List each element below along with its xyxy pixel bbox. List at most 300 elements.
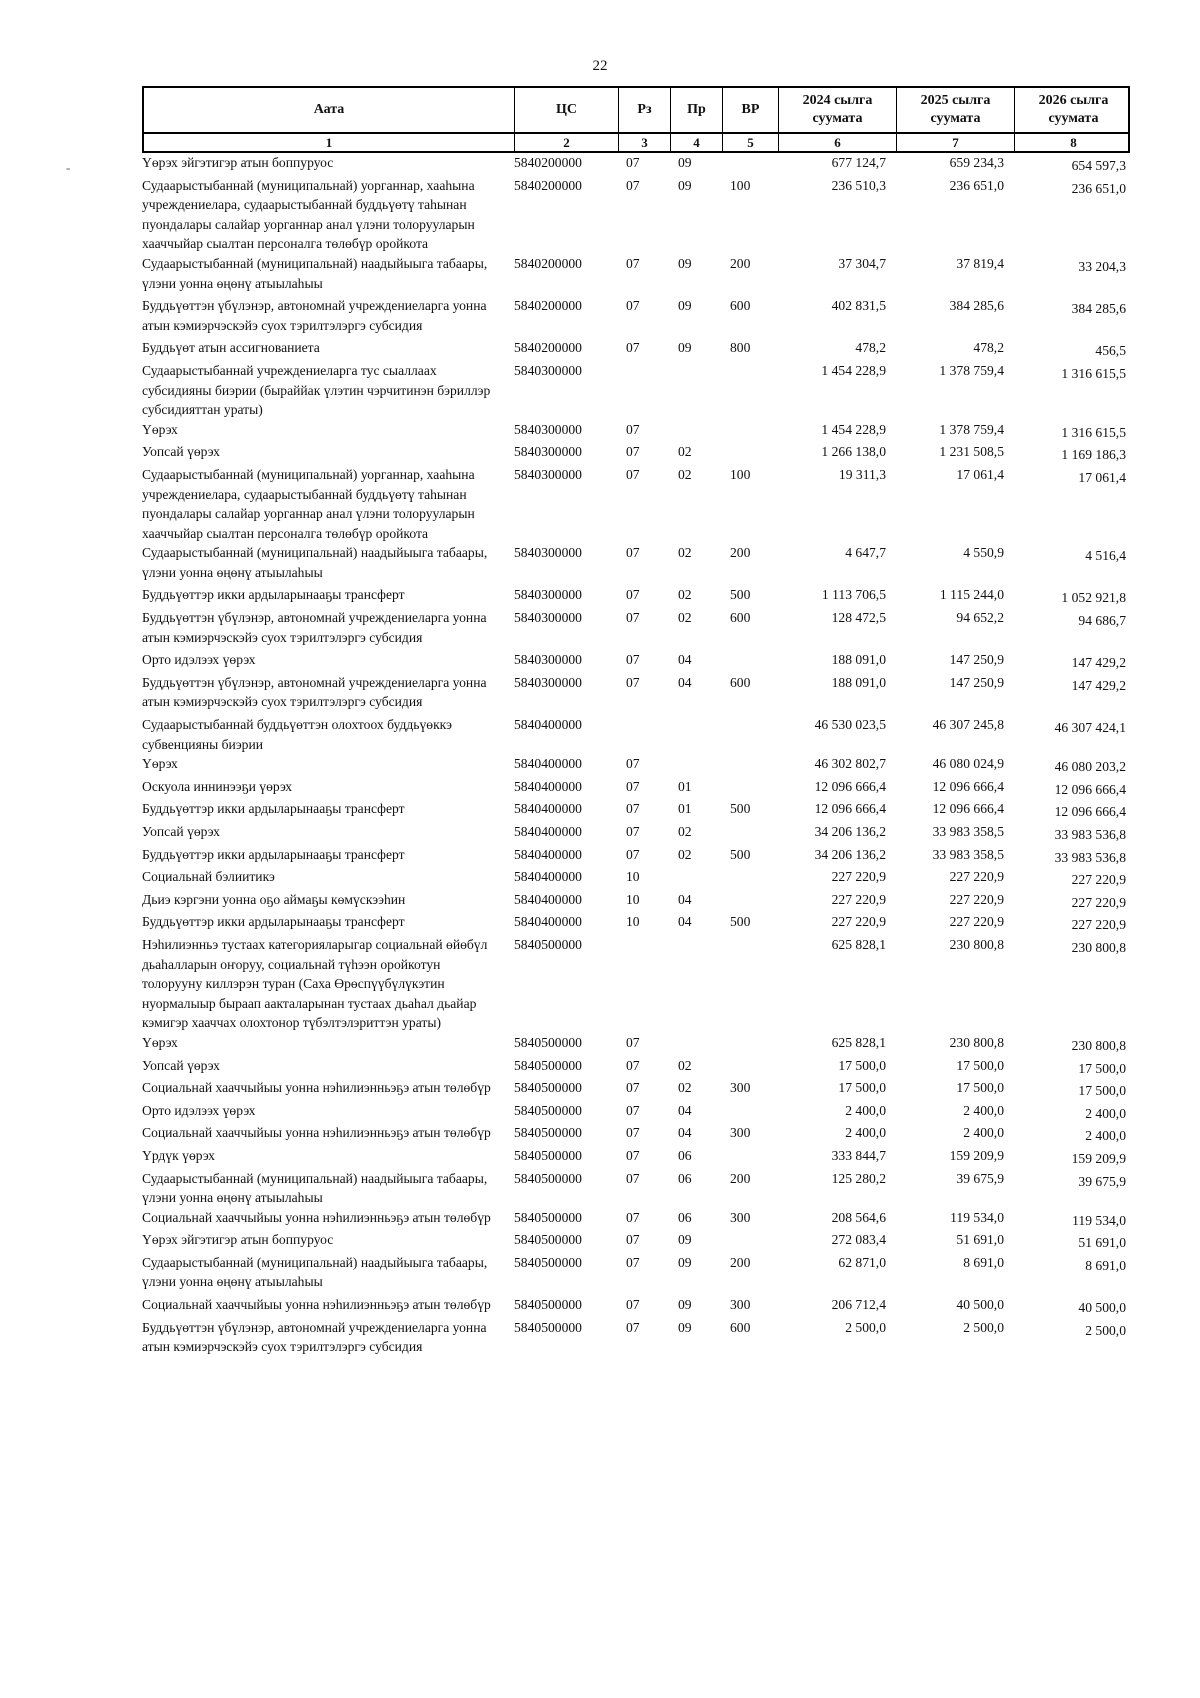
row-2026: 33 983 536,8 — [1054, 849, 1126, 865]
row-rz: 07 — [626, 778, 640, 794]
row-vr — [720, 650, 776, 673]
row-2025: 12 096 666,4 — [932, 801, 1004, 817]
row-name: Социальнай хааччыйыы уонна нэһилиэнньэҕэ атын төлөбүр — [142, 1209, 491, 1225]
row-cs: 5840500000 — [514, 936, 582, 952]
row-2026: 456,5 — [1095, 343, 1126, 359]
row-rz: 07 — [626, 1147, 640, 1163]
row-cs: 5840500000 — [514, 1209, 582, 1225]
row-pr: 02 — [678, 846, 692, 862]
table-row — [142, 153, 1130, 176]
row-name: Судаарыстыбаннай учреждениеларга тус сыаллаах субсидияны биэрии (быраййак үлэтин чэрчитинэн бэриллэр субсидияттан ураты) — [142, 362, 491, 418]
row-name: Буддьүөттэр икки ардыларынааҕы трансферт — [142, 801, 405, 817]
row-pr: 04 — [678, 1102, 692, 1118]
row-pr: 02 — [678, 545, 692, 561]
row-rz: 10 — [626, 914, 640, 930]
row-rz: 07 — [626, 1170, 640, 1186]
table-row — [142, 176, 1130, 254]
row-name: Уопсай үөрэх — [142, 444, 220, 460]
row-vr — [720, 420, 776, 443]
row-cs: 5840200000 — [514, 340, 582, 356]
row-cs: 5840400000 — [514, 914, 582, 930]
row-2025: 51 691,0 — [956, 1232, 1004, 1248]
row-rz: 07 — [626, 444, 640, 460]
row-2026: 33 204,3 — [1078, 258, 1126, 274]
row-2024: 34 206 136,2 — [814, 846, 886, 862]
row-vr — [720, 1033, 776, 1056]
row-vr: 100 — [730, 177, 751, 193]
row-2024: 236 510,3 — [831, 177, 886, 193]
row-2025: 1 115 244,0 — [939, 587, 1004, 603]
column-number: 6 — [778, 134, 896, 151]
row-name: Социальнай бэлиитикэ — [142, 869, 275, 885]
row-rz: 07 — [626, 155, 640, 170]
table-row — [142, 1318, 1130, 1357]
row-name: Буддьүөт атын ассигнованиета — [142, 340, 320, 356]
row-cs: 5840300000 — [514, 444, 582, 460]
row-rz: 07 — [626, 466, 640, 482]
row-cs: 5840500000 — [514, 1170, 582, 1186]
table-row — [142, 1101, 1130, 1124]
row-vr: 500 — [730, 801, 751, 817]
header-rz: Рз — [618, 88, 670, 132]
row-2024: 1 113 706,5 — [821, 587, 886, 603]
row-2024: 46 302 802,7 — [814, 756, 886, 772]
row-2024: 1 266 138,0 — [821, 444, 886, 460]
row-name: Судаарыстыбаннай (муниципальнай) наадыйыыга табаары, үлэни уонна өңөнү атыылаһыы — [142, 545, 488, 580]
table-header — [142, 86, 1130, 134]
table-row — [142, 585, 1130, 608]
table-row — [142, 361, 1130, 420]
row-cs: 5840300000 — [514, 610, 582, 626]
row-2026: 12 096 666,4 — [1054, 781, 1126, 797]
row-2025: 159 209,9 — [949, 1147, 1004, 1163]
header-2026: 2026 сылга суумата — [1014, 88, 1132, 132]
row-2024: 125 280,2 — [831, 1170, 886, 1186]
table-row — [142, 935, 1130, 1033]
table-body — [142, 153, 1130, 1357]
row-name: Оскуола иннинээҕи үөрэх — [142, 778, 293, 794]
row-cs: 5840200000 — [514, 155, 582, 170]
row-rz — [616, 935, 668, 1033]
table-row — [142, 1295, 1130, 1318]
row-cs: 5840200000 — [514, 298, 582, 314]
row-2024: 677 124,7 — [831, 155, 886, 170]
row-cs: 5840500000 — [514, 1125, 582, 1141]
row-2025: 2 500,0 — [963, 1319, 1004, 1335]
row-rz: 07 — [626, 587, 640, 603]
row-vr: 300 — [730, 1080, 751, 1096]
row-2025: 46 307 245,8 — [932, 717, 1004, 733]
row-2024: 37 304,7 — [838, 255, 886, 271]
row-cs: 5840400000 — [514, 824, 582, 839]
row-pr: 06 — [678, 1147, 692, 1163]
row-2026: 17 500,0 — [1078, 1083, 1126, 1099]
row-rz: 07 — [626, 1297, 640, 1313]
row-rz: 07 — [626, 674, 640, 690]
row-2024: 12 096 666,4 — [814, 801, 886, 817]
row-2026: 384 285,6 — [1071, 301, 1126, 317]
row-2026: 147 429,2 — [1071, 655, 1126, 671]
row-2026: 227 220,9 — [1071, 894, 1126, 910]
column-number: 5 — [722, 134, 778, 151]
row-rz: 10 — [626, 891, 640, 907]
row-vr: 200 — [730, 255, 751, 271]
row-2024: 206 712,4 — [831, 1297, 886, 1313]
row-rz: 07 — [626, 1254, 640, 1270]
row-2024: 4 647,7 — [845, 545, 886, 561]
row-vr: 600 — [730, 298, 751, 314]
table-row — [142, 1033, 1130, 1056]
column-number: 8 — [1014, 134, 1132, 151]
row-2024: 2 500,0 — [845, 1319, 886, 1335]
table-row — [142, 754, 1130, 777]
row-rz: 07 — [626, 610, 640, 626]
table-row — [142, 1253, 1130, 1292]
row-rz: 07 — [626, 1057, 640, 1073]
row-2024: 12 096 666,4 — [814, 778, 886, 794]
row-name: Дьиэ кэргэни уонна оҕо аймаҕы көмүскээһин — [142, 891, 406, 907]
row-cs: 5840400000 — [514, 801, 582, 817]
row-cs: 5840500000 — [514, 1057, 582, 1073]
column-numbers — [142, 134, 1130, 153]
row-2026: 2 400,0 — [1085, 1105, 1126, 1121]
row-name: Уопсай үөрэх — [142, 824, 220, 839]
row-name: Үөрэх — [142, 1034, 178, 1050]
row-2026: 654 597,3 — [1071, 158, 1126, 173]
row-pr: 02 — [678, 444, 692, 460]
row-rz: 07 — [626, 846, 640, 862]
row-2026: 40 500,0 — [1078, 1300, 1126, 1316]
table-row — [142, 1123, 1130, 1146]
row-pr: 02 — [678, 587, 692, 603]
row-cs: 5840200000 — [514, 177, 582, 193]
table-row — [142, 296, 1130, 335]
table-row — [142, 1230, 1130, 1253]
row-2025: 2 400,0 — [963, 1125, 1004, 1141]
row-cs: 5840500000 — [514, 1102, 582, 1118]
row-vr: 300 — [730, 1125, 751, 1141]
row-2024: 478,2 — [855, 340, 886, 356]
table-row — [142, 1078, 1130, 1101]
row-2026: 1 316 615,5 — [1061, 365, 1126, 381]
row-cs: 5840400000 — [514, 778, 582, 794]
row-pr — [668, 867, 720, 890]
row-2026: 12 096 666,4 — [1054, 804, 1126, 820]
row-vr — [720, 153, 776, 176]
row-name: Буддьүөттэн үбүлэнэр, автономнай учреждениеларга уонна атын кэмиэрчэскэйэ суох тэрилтэлэргэ субсидия — [142, 610, 487, 645]
row-2025: 230 800,8 — [949, 936, 1004, 952]
row-2025: 227 220,9 — [949, 869, 1004, 885]
row-rz: 07 — [626, 1209, 640, 1225]
row-name: Судаарыстыбаннай (муниципальнай) наадыйыыга табаары, үлэни уонна өңөнү атыылаһыы — [142, 255, 488, 291]
row-2025: 1 378 759,4 — [939, 421, 1004, 437]
row-name: Буддьүөттэр икки ардыларынааҕы трансферт — [142, 846, 405, 862]
budget-table — [142, 86, 1130, 1357]
row-vr: 200 — [730, 545, 751, 561]
table-row — [142, 912, 1130, 935]
row-2025: 4 550,9 — [963, 545, 1004, 561]
row-2024: 62 871,0 — [838, 1254, 886, 1270]
table-row — [142, 822, 1130, 845]
row-2025: 1 378 759,4 — [939, 362, 1004, 378]
row-name: Буддьүөттэн үбүлэнэр, автономнай учреждениеларга уонна атын кэмиэрчэскэйэ суох тэрилтэлэргэ субсидия — [142, 298, 487, 333]
row-rz: 07 — [626, 340, 640, 356]
row-2026: 2 400,0 — [1085, 1128, 1126, 1144]
row-pr: 04 — [678, 674, 692, 690]
row-cs: 5840400000 — [514, 869, 582, 885]
row-name: Судаарыстыбаннай (муниципальнай) уорганнар, хааһына учреждениелара, судаарыстыбаннай буддьүөтү таһынан пуондалары салайар уорганнар анал үлэни толорууларын хааччыйар сыалтан персоналга төлөбүр оройкота — [142, 177, 475, 252]
row-2025: 40 500,0 — [956, 1297, 1004, 1313]
row-vr: 200 — [730, 1170, 751, 1186]
row-2026: 147 429,2 — [1071, 677, 1126, 693]
row-2024: 2 400,0 — [845, 1125, 886, 1141]
row-rz: 07 — [626, 1080, 640, 1096]
row-2026: 2 500,0 — [1085, 1322, 1126, 1338]
row-rz: 07 — [626, 1034, 640, 1050]
row-rz: 07 — [626, 824, 640, 839]
row-name: Судаарыстыбаннай (муниципальнай) наадыйыыга табаары, үлэни уонна өңөнү атыылаһыы — [142, 1254, 488, 1290]
table-row — [142, 543, 1130, 582]
row-pr: 09 — [678, 177, 692, 193]
row-cs: 5840300000 — [514, 466, 582, 482]
row-2024: 227 220,9 — [831, 914, 886, 930]
row-name: Үөрэх эйгэтигэр атын боппуруос — [142, 155, 334, 170]
row-2024: 34 206 136,2 — [814, 824, 886, 839]
row-vr — [720, 1146, 776, 1169]
row-2024: 128 472,5 — [831, 610, 886, 626]
row-vr — [720, 890, 776, 913]
row-pr: 09 — [678, 1319, 692, 1335]
row-vr — [720, 1101, 776, 1124]
row-pr: 02 — [678, 466, 692, 482]
row-cs: 5840500000 — [514, 1034, 582, 1050]
row-2025: 227 220,9 — [949, 914, 1004, 930]
row-vr: 500 — [730, 914, 751, 930]
row-2025: 119 534,0 — [950, 1209, 1004, 1225]
table-row — [142, 442, 1130, 465]
row-2026: 1 316 615,5 — [1061, 424, 1126, 440]
row-2026: 159 209,9 — [1071, 1150, 1126, 1166]
row-2025: 8 691,0 — [963, 1254, 1004, 1270]
row-cs: 5840500000 — [514, 1297, 582, 1313]
row-2026: 227 220,9 — [1071, 917, 1126, 933]
row-2026: 94 686,7 — [1078, 613, 1126, 629]
row-name: Буддьүөттэр икки ардыларынааҕы трансферт — [142, 914, 405, 930]
row-rz: 07 — [626, 1125, 640, 1141]
row-2026: 33 983 536,8 — [1054, 827, 1126, 842]
column-number: 7 — [896, 134, 1014, 151]
row-2025: 46 080 024,9 — [932, 756, 1004, 772]
row-pr: 09 — [678, 340, 692, 356]
header-vr: ВР — [722, 88, 778, 132]
row-pr: 09 — [678, 1297, 692, 1313]
row-cs: 5840500000 — [514, 1319, 582, 1335]
row-rz: 07 — [626, 1319, 640, 1335]
row-pr: 09 — [678, 155, 692, 170]
row-2025: 147 250,9 — [949, 652, 1004, 668]
row-pr — [668, 361, 720, 420]
header-name: Аата — [313, 102, 345, 117]
row-2025: 2 400,0 — [963, 1102, 1004, 1118]
row-cs: 5840300000 — [514, 652, 582, 668]
row-2026: 46 080 203,2 — [1054, 759, 1126, 775]
row-rz: 10 — [626, 869, 640, 885]
table-row — [142, 890, 1130, 913]
row-vr: 500 — [730, 846, 751, 862]
table-row — [142, 1208, 1130, 1231]
row-2025: 230 800,8 — [949, 1034, 1004, 1050]
row-pr — [668, 420, 720, 443]
table-row — [142, 1169, 1130, 1208]
table-row — [142, 715, 1130, 754]
row-name: Үөрэх — [142, 421, 178, 437]
row-2025: 236 651,0 — [949, 177, 1004, 193]
row-cs: 5840500000 — [514, 1232, 582, 1248]
row-2025: 478,2 — [973, 340, 1004, 356]
column-number: 1 — [325, 135, 333, 150]
row-pr: 01 — [678, 801, 692, 817]
row-2025: 17 061,4 — [956, 466, 1004, 482]
row-name: Үөрэх эйгэтигэр атын боппуруос — [142, 1232, 334, 1248]
row-rz: 07 — [626, 298, 640, 314]
row-vr: 200 — [730, 1254, 751, 1270]
row-pr: 09 — [678, 255, 692, 271]
row-2026: 230 800,8 — [1071, 1037, 1126, 1053]
row-name: Буддьүөттэр икки ардыларынааҕы трансферт — [142, 587, 405, 603]
row-rz: 07 — [626, 545, 640, 561]
row-pr: 02 — [678, 824, 692, 839]
row-2024: 333 844,7 — [831, 1147, 886, 1163]
row-name: Судаарыстыбаннай (муниципальнай) наадыйыыга табаары, үлэни уонна өңөнү атыылаһыы — [142, 1170, 488, 1206]
row-pr — [668, 935, 720, 1033]
row-pr: 09 — [678, 1232, 692, 1248]
row-2026: 1 052 921,8 — [1061, 590, 1126, 606]
table-row — [142, 673, 1130, 712]
table-row — [142, 1056, 1130, 1079]
row-vr — [720, 1230, 776, 1253]
table-row — [142, 254, 1130, 293]
row-vr — [720, 777, 776, 800]
row-cs: 5840400000 — [514, 891, 582, 907]
table-row — [142, 867, 1130, 890]
row-cs: 5840400000 — [514, 846, 582, 862]
page-number: 22 — [592, 58, 608, 74]
row-pr: 09 — [678, 298, 692, 314]
header-pr: Пр — [670, 88, 722, 132]
row-name: Буддьүөттэн үбүлэнэр, автономнай учреждениеларга уонна атын кэмиэрчэскэйэ суох тэрилтэлэргэ субсидия — [142, 1319, 487, 1355]
table-row — [142, 845, 1130, 868]
row-vr — [720, 442, 776, 465]
row-name: Үрдүк үөрэх — [142, 1147, 215, 1163]
row-rz: 07 — [626, 756, 640, 772]
row-2024: 1 454 228,9 — [821, 421, 886, 437]
row-cs: 5840300000 — [514, 545, 582, 561]
row-pr: 09 — [678, 1254, 692, 1270]
table-row — [142, 420, 1130, 443]
row-2026: 230 800,8 — [1071, 939, 1126, 955]
row-pr — [668, 715, 720, 754]
row-rz: 07 — [626, 1102, 640, 1118]
row-pr: 02 — [678, 1080, 692, 1096]
row-pr: 06 — [678, 1209, 692, 1225]
row-pr: 04 — [678, 652, 692, 668]
row-cs: 5840200000 — [514, 255, 582, 271]
row-2025: 37 819,4 — [956, 255, 1004, 271]
row-vr: 300 — [730, 1209, 751, 1225]
row-name: Судаарыстыбаннай (муниципальнай) уорганнар, хааһына учреждениелара, судаарыстыбаннай буддьүөтү таһынан пуондалары салайар уорганнар анал үлэни толорууларын хааччыйар сыалтан персоналга төлөбүр оройкота — [142, 466, 475, 541]
row-cs: 5840400000 — [514, 756, 582, 772]
row-2025: 384 285,6 — [949, 298, 1004, 314]
row-pr: 01 — [678, 778, 692, 794]
row-2024: 625 828,1 — [831, 1034, 886, 1050]
row-2026: 8 691,0 — [1085, 1257, 1126, 1273]
row-2025: 12 096 666,4 — [932, 778, 1004, 794]
table-row — [142, 608, 1130, 647]
table-row — [142, 799, 1130, 822]
row-2026: 39 675,9 — [1078, 1173, 1126, 1189]
row-2026: 46 307 424,1 — [1054, 720, 1126, 736]
row-rz: 07 — [626, 1232, 640, 1248]
row-name: Орто идэлээх үөрэх — [142, 1102, 256, 1118]
row-vr: 600 — [730, 674, 751, 690]
row-2024: 2 400,0 — [845, 1102, 886, 1118]
row-2026: 119 534,0 — [1072, 1212, 1126, 1228]
row-name: Социальнай хааччыйыы уонна нэһилиэнньэҕэ атын төлөбүр — [142, 1297, 491, 1313]
row-2025: 659 234,3 — [949, 155, 1004, 170]
row-pr: 02 — [678, 1057, 692, 1073]
row-2025: 147 250,9 — [949, 674, 1004, 690]
row-cs: 5840300000 — [514, 587, 582, 603]
table-row — [142, 650, 1130, 673]
row-2024: 227 220,9 — [831, 869, 886, 885]
row-vr — [720, 867, 776, 890]
row-cs: 5840500000 — [514, 1254, 582, 1270]
row-2025: 94 652,2 — [956, 610, 1004, 626]
header-cs: ЦС — [514, 88, 618, 132]
row-2024: 208 564,6 — [831, 1209, 886, 1225]
row-name: Буддьүөттэн үбүлэнэр, автономнай учреждениеларга уонна атын кэмиэрчэскэйэ суох тэрилтэлэргэ субсидия — [142, 674, 487, 710]
row-pr — [668, 1033, 720, 1056]
row-name: Орто идэлээх үөрэх — [142, 652, 256, 668]
column-number: 4 — [670, 134, 722, 151]
row-vr: 600 — [730, 610, 751, 626]
row-vr — [720, 715, 776, 754]
row-pr: 04 — [678, 1125, 692, 1141]
column-number: 3 — [618, 134, 670, 151]
row-2024: 46 530 023,5 — [814, 717, 886, 733]
row-2024: 227 220,9 — [831, 891, 886, 907]
row-2026: 17 500,0 — [1078, 1060, 1126, 1076]
row-cs: 5840300000 — [514, 362, 582, 378]
row-vr — [720, 822, 776, 845]
table-row — [142, 1146, 1130, 1169]
row-vr — [720, 361, 776, 420]
row-rz: 07 — [626, 421, 640, 437]
row-2025: 33 983 358,5 — [932, 846, 1004, 862]
header-2025: 2025 сылга суумата — [896, 88, 1014, 132]
row-pr: 04 — [678, 914, 692, 930]
row-2026: 4 516,4 — [1085, 548, 1126, 564]
row-2025: 39 675,9 — [956, 1170, 1004, 1186]
row-name: Социальнай хааччыйыы уонна нэһилиэнньэҕэ атын төлөбүр — [142, 1080, 491, 1096]
row-2026: 1 169 186,3 — [1061, 447, 1126, 463]
row-rz: 07 — [626, 255, 640, 271]
row-vr: 800 — [730, 340, 751, 356]
margin-mark: - — [66, 160, 71, 175]
row-rz: 07 — [626, 801, 640, 817]
row-pr: 04 — [678, 891, 692, 907]
row-name: Нэһилиэнньэ тустаах категорияларыгар социальнай өйөбүл дьаһалларын оҥоруу, социальнай түһээн оройкотун толорууну киллэрэн туран (Саха Өрөспүүбүлүкэтин нуормалыыр быраап аакталарынан тустаах дьаһал дьайар кэмигэр хааччах олохтонор түбэлтэлэриттэн ураты) — [142, 936, 488, 1031]
